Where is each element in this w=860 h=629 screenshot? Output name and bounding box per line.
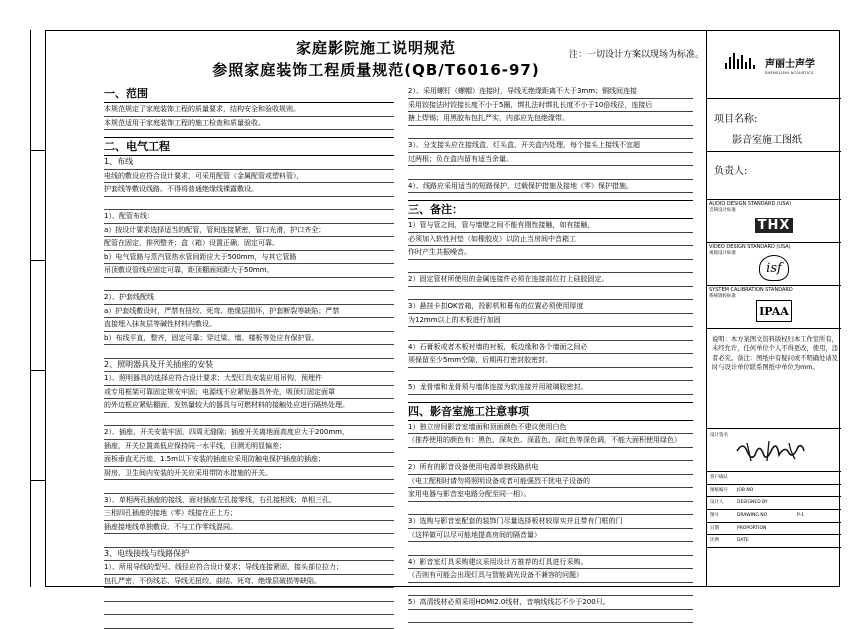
section-heading: 三、备注：: [408, 201, 693, 219]
spec-line: 三相四孔插座的接地（零）线接在正上方；: [104, 507, 394, 521]
signature-label: 设计签名: [710, 433, 728, 438]
spec-line: （电工配相时请勿将照明设备或者可能强烈干扰电子设备的: [408, 475, 693, 489]
spec-line: 5）龙骨墙和龙骨须与墙体连接为软连接并用玻璃胶密封。: [408, 381, 693, 395]
spec-line: 4）影音室灯具采购建议采用设计方推荐的灯具进行采购。: [408, 556, 693, 570]
spec-line: 直接埋入抹灰层等碱性材料内敷设。: [104, 318, 394, 332]
spec-line: [408, 583, 693, 597]
spec-line: 插座接地线单独敷设，不与工作零线混同。: [104, 521, 394, 535]
info-key: 图纸编号: [710, 487, 728, 493]
standard-cn: 音频设计标准: [709, 208, 736, 213]
responsible-label: 负责人:: [714, 166, 748, 177]
spec-line: b）布线平直，整齐，固定可靠；穿过梁、墙、楼板等处应有保护管。: [104, 332, 394, 346]
spec-line: 护套线等敷设线路。不得将普通绝缘线裸露敷设。: [104, 183, 394, 197]
spec-line: 配管在固定，排列整齐；盒（箱）设置正确，固定可靠。: [104, 237, 394, 251]
project-block: [707, 99, 841, 152]
info-value: PROPORTION: [737, 525, 767, 531]
section-heading: 一、范围: [104, 85, 394, 103]
calibration-standard: [707, 286, 841, 329]
spec-line: 2）、护套线配线: [104, 291, 394, 305]
copyright-notes: 说明：本方案图文资料版权归本工作室所有，未经允许，任何单位个人不得更改，使用，违者必究。备注：图纸中有疑问或不明确处请及时与设计单位联系图纸中单位为mm。: [707, 329, 841, 429]
spec-line: [408, 193, 693, 201]
spec-line: 搪上焊锡；用黑胶布包扎严实，内部应先包绝缘带。: [408, 112, 693, 126]
standard-cn: 系统调校标准: [709, 294, 736, 299]
spec-line: 家用电器与影音室电路分配至同一相）。: [408, 488, 693, 502]
spec-line: 本规范适用于家庭装饰工程的施工检查和质量验收。: [104, 117, 394, 131]
sound-wave-icon: [725, 53, 755, 69]
spec-line: 须保留至少5mm空隙，后期再打密封胶密封。: [408, 354, 693, 368]
spec-line: [408, 260, 693, 274]
spec-line: [408, 166, 693, 180]
info-row: [707, 510, 841, 523]
info-key: 图号: [710, 513, 719, 519]
spec-line: [408, 610, 693, 624]
spec-line: 2）、采用螺钉（螺帽）连接时，导线无绝缘距离不大于3mm；铜线间连接: [408, 85, 693, 99]
info-key: 客户确认: [710, 475, 728, 480]
signature-block: [707, 429, 841, 472]
spec-line: [104, 534, 394, 548]
spec-line: 1）、配管布线：: [104, 210, 394, 224]
spec-line: [408, 395, 693, 403]
spec-line: 1）、所用导线的型号、线径应符合设计要求；导线连接紧固，接头部位拉力；: [104, 561, 394, 575]
spec-content: [46, 31, 706, 606]
responsible-block: [707, 152, 841, 200]
page-title: 家庭影院施工说明规范: [295, 39, 456, 57]
spec-line: 2）固定管材所使用的金属连接件必须在连接部位打上硅胶固定。: [408, 273, 693, 287]
spec-line: 1）管与管之间，管与墙壁之间不能有刚性接触，如有接触，: [408, 219, 693, 233]
info-value: JOB NO: [737, 487, 754, 493]
project-label: 项目名称:: [714, 114, 758, 125]
info-value-2: P-1: [797, 513, 805, 519]
spec-line: 作时产生共振噪音。: [408, 246, 693, 260]
title-block: [706, 31, 841, 586]
thx-logo-icon: THX: [755, 212, 793, 238]
info-row: [707, 535, 841, 548]
project-name: 影音室施工图纸: [732, 135, 802, 146]
subsection-heading: 2、照明器具及开关插座的安装: [104, 359, 394, 373]
brand-subtitle: SHENGLISHI ACOUSTICS: [765, 71, 814, 75]
spec-line: 插座，开关位置高低应保持同一水平线，目测无明显偏差；: [104, 440, 394, 454]
info-key: 比例: [710, 538, 719, 544]
spec-line: [104, 480, 394, 494]
spec-line: （这样做可以尽可能地提高房间的隔音量）: [408, 529, 693, 543]
spec-line: 4）石膏板或者木板衬墙的衬板，板边缘和各个墙面之间必: [408, 341, 693, 355]
right-column: [408, 85, 693, 623]
standard-cn: 视频设计标准: [709, 251, 736, 256]
spec-line: 3）选购与影音室配套的装饰门尽量选择板材较厚实并且带有门框的门: [408, 515, 693, 529]
spec-line: 过两根；负在盒内留有适当余量。: [408, 153, 693, 167]
spec-line: [104, 413, 394, 427]
spec-line: a）护套线敷设时，严禁有扭绞、死弯、绝缘层损坏，护套断裂等缺陷；严禁: [104, 305, 394, 319]
spec-line: 必须加入软性衬垫（如橡胶皮）以防止当房间中音箱工: [408, 233, 693, 247]
section-heading: 二、电气工程: [104, 138, 394, 156]
standard-en: VIDEO DESIGN STANDARD (USA): [709, 244, 791, 250]
spec-line: 2）、插座、开关安装牢固，四周无缝隙；插座开关离地面高度应大于200mm，: [104, 426, 394, 440]
audio-standard: [707, 200, 841, 243]
spec-line: 电线的敷设应符合设计要求，可采用配管（金属配管或塑料管），: [104, 170, 394, 184]
spec-line: 1）独立房间影音室墙面和顶面颜色不建议使用白色: [408, 421, 693, 435]
spec-line: a）按设计要求选择适当的配管，管间连接紧密，管口光滑，护口齐全；: [104, 224, 394, 238]
header-note: 注：一切设计方案以现场为标准。: [569, 50, 705, 60]
spec-line: 吊顶敷设管线应固定可靠，距顶棚面间距大于50mm。: [104, 264, 394, 278]
isf-logo-icon: isf: [755, 255, 793, 281]
spec-line: [104, 588, 394, 602]
spec-line: [408, 368, 693, 382]
spec-line: 包扎严密，不伤线芯，导线无扭绞、曲结、死弯、绝缘层破损等缺陷。: [104, 575, 394, 589]
info-row: [707, 472, 841, 485]
standard-en: AUDIO DESIGN STANDARD (USA): [709, 201, 792, 207]
spec-line: [408, 448, 693, 462]
brand-logo: [707, 31, 841, 99]
spec-line: 2）所有的影音设备使用电源单独线路供电: [408, 461, 693, 475]
left-column: [104, 85, 394, 629]
signature-icon: [707, 429, 837, 471]
spec-line: 1）、照明器具的选择应符合设计要求；大型灯具安装应用吊钩，预埋件: [104, 372, 394, 386]
spec-line: [104, 615, 394, 629]
section-heading: 四、影音室施工注意事项: [408, 403, 693, 421]
info-value: DESIGNED BY: [737, 500, 768, 506]
video-standard: [707, 243, 841, 286]
subsection-heading: 3、电线接线与线路保护: [104, 548, 394, 562]
spec-line: 采用铰接法时铰接长度不小于5圈，绑扎法时绑扎长度不小于10倍线径，连接后: [408, 99, 693, 113]
spec-line: [104, 130, 394, 138]
spec-line: 厨房、卫生间内安装的开关应采用带防水措施的开关。: [104, 467, 394, 481]
spec-line: [104, 345, 394, 359]
info-row: [707, 497, 841, 510]
spec-line: （否则有可能会出现灯具与智能调光设备不兼容的问题）: [408, 569, 693, 583]
spec-line: （推荐使用的颜色有：黑色、深灰色、深蓝色、深红色等深色调，不能大面积使用绿色）: [408, 434, 693, 448]
spec-line: 3）、分支接头应在接线盒，灯头盒、开关盒内处理，每个接头上接线不宜超: [408, 139, 693, 153]
spec-line: [408, 542, 693, 556]
spec-line: [104, 602, 394, 616]
left-margin-ruler: [30, 30, 45, 587]
spec-line: [408, 502, 693, 516]
spec-line: [408, 327, 693, 341]
info-row: [707, 485, 841, 498]
brand-name: 声丽士声学: [765, 59, 815, 70]
drawing-sheet: [45, 30, 840, 606]
spec-line: [104, 278, 394, 292]
spec-line: 面板垂直无污迹，1.5m以下安装的插座应采用防触电保护插座的插座；: [104, 453, 394, 467]
spec-line: 为12mm以上的木板进行加固: [408, 314, 693, 328]
subsection-heading: 1、布线: [104, 156, 394, 170]
info-value: DATE: [737, 538, 749, 544]
info-table: [707, 472, 841, 548]
info-key: 日期: [710, 525, 719, 531]
spec-line: 或专用框架可靠固定规安牢固；电源线不应紧贴器具外壳，吸顶灯固定面罩: [104, 386, 394, 400]
info-key: 设计人: [710, 500, 724, 506]
spec-line: [408, 126, 693, 140]
spec-line: 3）、单相两孔插座的接线，面对插座左孔接零线，右孔接相线；单相三孔，: [104, 494, 394, 508]
info-row: [707, 523, 841, 536]
spec-line: b）电气管路与蒸汽管热水管间距应大于500mm，与其它管路: [104, 251, 394, 265]
standard-en: SYSTEM CALIBRATION STANDARD: [709, 287, 793, 293]
spec-line: [408, 287, 693, 301]
ipaa-logo-icon: IPAA: [755, 298, 793, 324]
spec-line: 3）悬挂卡扣OK音箱，投影机和幕布的位置必须使用厚度: [408, 300, 693, 314]
page-subtitle: 参照家庭装饰工程质量规范(QB/T6016-97): [212, 61, 540, 79]
info-value: DRAWING NO: [737, 513, 768, 519]
spec-line: 本规范规定了家庭装饰工程的质量要求，结构安全和验收规则。: [104, 103, 394, 117]
spec-line: 的外边框应紧贴棚面，发热量较大的器具与可燃材料的接触处应进行隔热处理。: [104, 399, 394, 413]
spec-line: [104, 197, 394, 211]
spec-line: 5）高清线材必须采用HDMI2.0线材，音响线线芯不少于200只。: [408, 596, 693, 610]
spec-line: 4）、线路应采用适当的短路保护、过载保护措施及接地（零）保护措施。: [408, 180, 693, 194]
